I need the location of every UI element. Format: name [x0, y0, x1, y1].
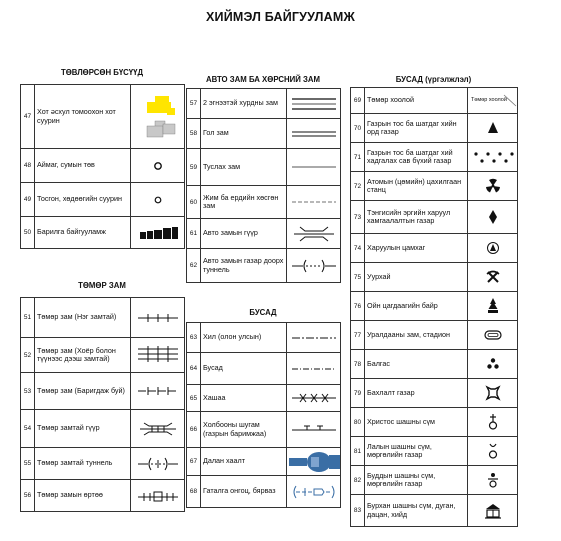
item-number: 48	[21, 149, 35, 183]
item-label: Төмөр хоолой	[365, 88, 468, 114]
legend-row	[187, 249, 341, 283]
item-number: 64	[187, 353, 201, 385]
section-title-other-continued: БУСАД (үргэлжлэл)	[395, 75, 472, 84]
legend-row	[351, 292, 518, 321]
item-label: Авто замын газар доорх туннель	[201, 249, 287, 283]
storage-dots-icon	[468, 143, 518, 172]
legend-row	[187, 448, 341, 476]
fortification-icon	[468, 379, 518, 408]
item-label: Лалын шашны сүм, мөргөлийн газар	[365, 437, 468, 466]
item-number: 69	[351, 88, 365, 114]
item-label: Газрын тос ба шатдаг хий хадгалах сав бүхий газар	[365, 143, 468, 172]
item-label: Бусад	[201, 353, 287, 385]
item-number: 56	[21, 480, 35, 512]
item-label: Бурхан шашны сүм, дуган, дацан, хийд	[365, 495, 468, 527]
item-number: 79	[351, 379, 365, 408]
pipeline-icon	[468, 88, 518, 114]
item-label: Буддын шашны сүм, мөргөлийн газар	[365, 466, 468, 495]
buildings-icon	[131, 217, 185, 249]
legend-row	[351, 201, 518, 234]
item-label: Төмөр зам (Хоёр болон түүнээс дээш замтай)	[35, 338, 131, 373]
ferry-icon	[287, 476, 341, 508]
page-title: ХИЙМЭЛ БАЙГУУЛАМЖ	[206, 10, 355, 24]
item-label: Уурхай	[365, 263, 468, 292]
item-number: 82	[351, 466, 365, 495]
dash-dot-line-icon	[287, 353, 341, 385]
item-number: 72	[351, 172, 365, 201]
ring-icon	[131, 149, 185, 183]
section-title-roads: АВТО ЗАМ БА ХӨРСНИЙ ЗАМ	[206, 75, 320, 84]
road-bridge-icon	[287, 219, 341, 249]
legend-row	[21, 480, 185, 512]
legend-row	[21, 448, 185, 480]
legend-row	[21, 298, 185, 338]
item-label: Туслах зам	[201, 149, 287, 186]
railway-tunnel-icon	[131, 448, 185, 480]
item-number: 78	[351, 350, 365, 379]
item-number: 71	[351, 143, 365, 172]
item-label: Барилга байгууламж	[35, 217, 131, 249]
settlements-table	[20, 84, 185, 249]
legend-row	[187, 476, 341, 508]
small-ring-icon	[131, 183, 185, 217]
legend-row	[351, 466, 518, 495]
legend-row	[351, 172, 518, 201]
item-number: 74	[351, 234, 365, 263]
item-label: Хот әсхул томоохон хот суурин	[35, 85, 131, 149]
item-label: Хил (олон улсын)	[201, 323, 287, 353]
highway-icon	[287, 89, 341, 119]
item-number: 53	[21, 373, 35, 410]
item-label: Холбооны шугам (газрын баримжаа)	[201, 412, 287, 448]
item-number: 60	[187, 186, 201, 219]
item-number: 63	[187, 323, 201, 353]
railway-table	[20, 297, 185, 512]
section-title-other: БУСАД	[249, 308, 277, 317]
legend-row	[187, 353, 341, 385]
legend-row	[187, 89, 341, 119]
item-label: Атомын (цөмийн) цахилгаан станц	[365, 172, 468, 201]
item-label: Аймаг, сумын төв	[35, 149, 131, 183]
item-number: 77	[351, 321, 365, 350]
secondary-road-icon	[287, 149, 341, 186]
other-continued-table	[350, 87, 518, 527]
item-label: Төмөр замтай туннель	[35, 448, 131, 480]
border-line-icon	[287, 323, 341, 353]
item-number: 57	[187, 89, 201, 119]
item-number: 62	[187, 249, 201, 283]
legend-row	[187, 219, 341, 249]
ruins-icon	[468, 350, 518, 379]
railway-bridge-icon	[131, 410, 185, 448]
item-number: 61	[187, 219, 201, 249]
legend-row	[187, 186, 341, 219]
legend-row	[187, 412, 341, 448]
watchtower-icon	[468, 234, 518, 263]
item-label: Авто замын гүүр	[201, 219, 287, 249]
dashed-track-icon	[287, 186, 341, 219]
item-label: Далан хаалт	[201, 448, 287, 476]
forest-police-icon	[468, 292, 518, 321]
item-number: 58	[187, 119, 201, 149]
item-label: Төмөр зам (Баригдаж буй)	[35, 373, 131, 410]
item-number: 51	[21, 298, 35, 338]
item-label: Тэнгисийн эргийн харуул хамгаалалтын газар	[365, 201, 468, 234]
item-label: Газрын тос ба шатдаг хийн орд газар	[365, 114, 468, 143]
legend-row	[21, 85, 185, 149]
nuclear-icon	[468, 172, 518, 201]
legend-row	[187, 149, 341, 186]
item-label: Гаталга онгоц, бярваз	[201, 476, 287, 508]
legend-row	[187, 385, 341, 412]
legend-row	[351, 379, 518, 408]
item-number: 67	[187, 448, 201, 476]
item-label: Төмөр замтай гүүр	[35, 410, 131, 448]
road-tunnel-icon	[287, 249, 341, 283]
pipeline-icon-text: Төмөр хоолой	[471, 96, 507, 103]
item-number: 68	[187, 476, 201, 508]
item-number: 76	[351, 292, 365, 321]
item-label: Хашаа	[201, 385, 287, 412]
monastery-icon	[468, 495, 518, 527]
buddhist-temple-icon	[468, 466, 518, 495]
legend-row	[351, 114, 518, 143]
legend-row	[21, 338, 185, 373]
item-number: 70	[351, 114, 365, 143]
item-number: 80	[351, 408, 365, 437]
item-label: Төмөр зам (Нэг замтай)	[35, 298, 131, 338]
stadium-icon	[468, 321, 518, 350]
item-number: 52	[21, 338, 35, 373]
item-number: 59	[187, 149, 201, 186]
item-number: 81	[351, 437, 365, 466]
section-title-settlements: ТӨВЛӨРСӨН БҮСҮҮД	[60, 68, 144, 77]
item-label: Уралдааны зам, стадион	[365, 321, 468, 350]
item-label: Төмөр замын өртөө	[35, 480, 131, 512]
item-label: Христос шашны сүм	[365, 408, 468, 437]
legend-row	[351, 437, 518, 466]
mine-icon	[468, 263, 518, 292]
item-label: Жим ба ердийн хөсгөн зам	[201, 186, 287, 219]
item-label: Балгас	[365, 350, 468, 379]
item-label: Ойн цагдаагийн байр	[365, 292, 468, 321]
legend-row	[351, 408, 518, 437]
legend-row	[187, 119, 341, 149]
oil-field-icon	[468, 114, 518, 143]
railway-station-icon	[131, 480, 185, 512]
item-label: Гол зам	[201, 119, 287, 149]
mosque-icon	[468, 437, 518, 466]
section-title-railway: ТӨМӨР ЗАМ	[78, 281, 126, 290]
legend-row	[351, 234, 518, 263]
communication-line-icon	[287, 412, 341, 448]
legend-row	[21, 217, 185, 249]
item-label: 2 эгнээтэй хурдны зам	[201, 89, 287, 119]
item-number: 55	[21, 448, 35, 480]
item-number: 73	[351, 201, 365, 234]
legend-row	[351, 350, 518, 379]
legend-row	[351, 321, 518, 350]
legend-row	[21, 149, 185, 183]
item-label: Харуулын цамхаг	[365, 234, 468, 263]
item-number: 47	[21, 85, 35, 149]
item-number: 49	[21, 183, 35, 217]
single-track-icon	[131, 298, 185, 338]
double-track-icon	[131, 338, 185, 373]
roads-table	[186, 88, 341, 283]
item-number: 54	[21, 410, 35, 448]
item-number: 65	[187, 385, 201, 412]
legend-row	[21, 410, 185, 448]
main-road-icon	[287, 119, 341, 149]
legend-row	[351, 495, 518, 527]
legend-row	[351, 143, 518, 172]
item-number: 66	[187, 412, 201, 448]
legend-row	[187, 323, 341, 353]
legend-row	[351, 263, 518, 292]
other-table	[186, 322, 341, 508]
item-number: 83	[351, 495, 365, 527]
track-under-construction-icon	[131, 373, 185, 410]
item-number: 75	[351, 263, 365, 292]
item-label: Бахлалт газар	[365, 379, 468, 408]
city-blocks-icon	[131, 85, 185, 149]
church-icon	[468, 408, 518, 437]
legend-row	[21, 183, 185, 217]
dam-icon	[287, 448, 341, 476]
legend-row	[21, 373, 185, 410]
fence-icon	[287, 385, 341, 412]
coast-guard-icon	[468, 201, 518, 234]
item-number: 50	[21, 217, 35, 249]
item-label: Тосгон, хөдөөгийн суурин	[35, 183, 131, 217]
legend-row	[351, 88, 518, 114]
